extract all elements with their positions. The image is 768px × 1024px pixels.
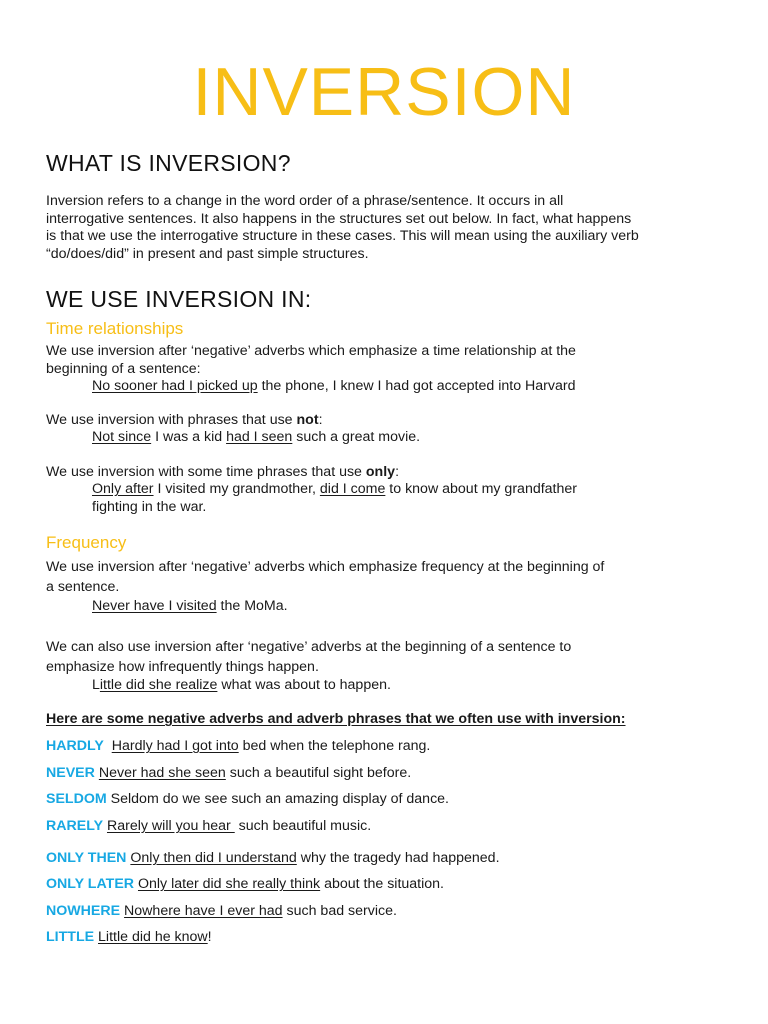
adverb-keyword: NEVER xyxy=(46,765,95,781)
we-use-inversion-heading: WE USE INVERSION IN: xyxy=(46,286,312,312)
time-example-2 xyxy=(92,429,692,447)
adverb-keyword: ONLY THEN xyxy=(46,850,127,866)
example-text: such a beautiful sight before. xyxy=(225,765,412,781)
frequency-example-1 xyxy=(92,598,692,616)
underlined-phrase: No sooner had I picked up xyxy=(92,378,258,394)
paragraph-text: We use inversion with some time phrases that use xyxy=(46,464,366,480)
example-text: fighting in the war. xyxy=(92,498,207,515)
paragraph-line: emphasize how infrequently things happen. xyxy=(46,659,319,675)
spacer xyxy=(104,738,112,754)
list-item-seldom xyxy=(46,791,449,807)
example-text: Seldom do we see such an amazing display of dance. xyxy=(110,791,449,807)
example-text: the MoMa. xyxy=(216,598,288,614)
underlined-phrase: Only after xyxy=(92,481,154,497)
underlined-phrase: had I seen xyxy=(226,429,293,445)
intro-line: is that we use the interrogative structure in these cases. This will mean using the auxiliary verb xyxy=(46,228,639,244)
time-paragraph-2 xyxy=(46,412,726,430)
adverb-keyword: HARDLY xyxy=(46,738,104,754)
bold-word: not xyxy=(296,412,319,428)
underlined-phrase: did I come xyxy=(319,481,386,497)
intro-line: “do/does/did” in present and past simple structures. xyxy=(46,245,369,262)
example-text: I was a kid xyxy=(151,429,227,445)
time-paragraph-1 xyxy=(46,343,726,378)
example-text: I visited my grandmother, xyxy=(153,481,320,497)
paragraph-text: We use inversion with phrases that use xyxy=(46,412,297,428)
underlined-phrase: Nowhere have I ever had xyxy=(124,903,283,919)
page-title: INVERSION xyxy=(192,54,576,130)
frequency-heading: Frequency xyxy=(46,533,127,552)
paragraph-text: : xyxy=(318,412,323,428)
list-item-little xyxy=(46,929,212,945)
underlined-phrase: Never had she seen xyxy=(98,765,226,781)
list-item-nowhere xyxy=(46,903,397,919)
example-text: what was about to happen. xyxy=(217,677,391,693)
example-text: such beautiful music. xyxy=(234,818,372,834)
underlined-phrase: ittle did she realize xyxy=(99,677,218,693)
time-paragraph-3 xyxy=(46,464,726,482)
paragraph-line: We use inversion after ‘negative’ adverbs which emphasize frequency at the beginning of xyxy=(46,559,605,575)
example-text: about the situation. xyxy=(320,876,444,892)
adverb-list-heading: Here are some negative adverbs and adverb phrases that we often use with inversion: xyxy=(46,711,626,727)
paragraph-text: : xyxy=(395,464,400,480)
paragraph-line: beginning of a sentence: xyxy=(46,360,201,377)
underlined-phrase: Only later did she really think xyxy=(137,876,321,892)
example-text: ! xyxy=(207,929,212,945)
example-text: bed when the telephone rang. xyxy=(238,738,431,754)
underlined-phrase: Never have I visited xyxy=(92,598,217,614)
list-item-rarely xyxy=(46,818,371,834)
list-item-only-then xyxy=(46,850,500,866)
adverb-keyword: NOWHERE xyxy=(46,903,121,919)
frequency-example-2 xyxy=(92,677,692,695)
example-text: the phone, I knew I had got accepted into Harvard xyxy=(257,378,576,394)
example-text: why the tragedy had happened. xyxy=(296,850,500,866)
adverb-keyword: ONLY LATER xyxy=(46,876,135,892)
underlined-phrase: Hardly had I got into xyxy=(111,738,239,754)
underlined-phrase: Only then did I understand xyxy=(130,850,297,866)
example-text: such bad service. xyxy=(282,903,397,919)
adverb-keyword: RARELY xyxy=(46,818,104,834)
underlined-phrase: Not since xyxy=(92,429,152,445)
example-text: L xyxy=(92,677,100,693)
list-item-hardly xyxy=(46,738,430,754)
list-item-never xyxy=(46,765,411,781)
underlined-phrase: Little did he know xyxy=(98,929,208,945)
paragraph-line: a sentence. xyxy=(46,579,120,595)
list-item-only-later xyxy=(46,876,444,892)
time-relationships-heading: Time relationships xyxy=(46,319,184,338)
example-text: to know about my grandfather xyxy=(385,481,578,497)
what-is-inversion-heading: WHAT IS INVERSION? xyxy=(46,150,291,176)
intro-line: interrogative sentences. It also happens in the structures set out below. In fact, what happens xyxy=(46,210,632,227)
frequency-paragraph-2 xyxy=(46,637,726,677)
intro-paragraph xyxy=(46,193,726,263)
adverb-keyword: SELDOM xyxy=(46,791,107,807)
time-example-1 xyxy=(92,378,692,396)
underlined-phrase: Rarely will you hear xyxy=(106,818,235,834)
frequency-paragraph-1 xyxy=(46,557,726,597)
bold-word: only xyxy=(365,464,396,480)
adverb-keyword: LITTLE xyxy=(46,929,95,945)
example-text: such a great movie. xyxy=(292,429,421,445)
intro-line: Inversion refers to a change in the word order of a phrase/sentence. It occurs in all xyxy=(46,193,564,209)
time-example-3 xyxy=(92,481,692,516)
paragraph-line: We can also use inversion after ‘negative’ adverbs at the beginning of a sentence to xyxy=(46,639,572,655)
paragraph-line: We use inversion after ‘negative’ adverbs which emphasize a time relationship at the xyxy=(46,343,576,359)
